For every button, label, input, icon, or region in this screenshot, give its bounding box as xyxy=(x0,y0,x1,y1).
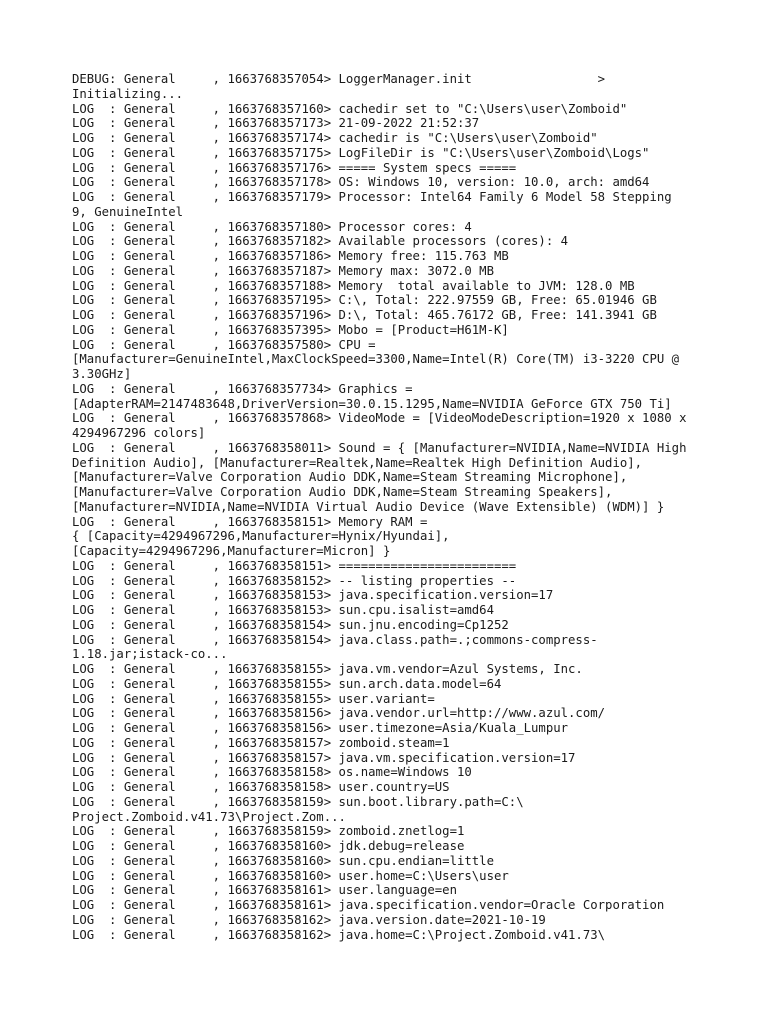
log-line: 1.18.jar;istack-co... xyxy=(72,647,228,662)
log-line: Project.Zomboid.v41.73\Project.Zom... xyxy=(72,809,346,824)
log-line: LOG : General , 1663768357160> cachedir set to "C:\Users\user\Zomboid" xyxy=(72,101,628,116)
log-line: [AdapterRAM=2147483648,DriverVersion=30.0.15.1295,Name=NVIDIA GeForce GTX 750 Ti] xyxy=(72,396,672,411)
log-line: LOG : General , 1663768357195> C:\, Total: 222.97559 GB, Free: 65.01946 GB xyxy=(72,293,657,308)
log-line: LOG : General , 1663768357180> Processor cores: 4 xyxy=(72,219,472,234)
log-line: LOG : General , 1663768358158> os.name=Windows 10 xyxy=(72,765,472,780)
log-line: { [Capacity=4294967296,Manufacturer=Hynix/Hyundai], xyxy=(72,529,450,544)
log-line: DEBUG: General , 1663768357054> LoggerManager.init > xyxy=(72,72,606,86)
log-line: LOG : General , 1663768358156> java.vendor.url=http://www.azul.com/ xyxy=(72,706,606,721)
log-line: LOG : General , 1663768358158> user.country=US xyxy=(72,780,450,794)
log-line: LOG : General , 1663768358154> java.class.path=.;commons-compress- xyxy=(72,632,598,647)
log-line: Definition Audio], [Manufacturer=Realtek,Name=Realtek High Definition Audio], xyxy=(72,455,643,470)
log-line: LOG : General , 1663768358162> java.version.date=2021-10-19 xyxy=(72,912,546,927)
log-line: LOG : General , 1663768357196> D:\, Total: 465.76172 GB, Free: 141.3941 GB xyxy=(72,308,657,322)
log-line: LOG : General , 1663768358151> Memory RAM = xyxy=(72,514,428,529)
log-line: LOG : General , 1663768358155> sun.arch.data.model=64 xyxy=(72,676,502,691)
log-line: LOG : General , 1663768358157> java.vm.specification.version=17 xyxy=(72,750,576,765)
log-line: LOG : General , 1663768358153> sun.cpu.isalist=amd64 xyxy=(72,603,494,617)
log-line: LOG : General , 1663768358160> sun.cpu.endian=little xyxy=(72,853,494,868)
log-line: LOG : General , 1663768358155> user.variant= xyxy=(72,691,435,706)
log-line: LOG : General , 1663768358160> user.home=C:\Users\user xyxy=(72,868,509,883)
log-text-block xyxy=(72,72,712,942)
log-line: LOG : General , 1663768357188> Memory total available to JVM: 128.0 MB xyxy=(72,278,635,293)
log-line: LOG : General , 1663768358160> jdk.debug=release xyxy=(72,839,465,853)
log-line: LOG : General , 1663768358157> zomboid.steam=1 xyxy=(72,735,450,750)
log-line: LOG : General , 1663768358156> user.timezone=Asia/Kuala_Lumpur xyxy=(72,721,569,735)
log-line: LOG : General , 1663768357868> VideoMode = [VideoModeDescription=1920 x 1080 x xyxy=(72,411,687,426)
log-line: LOG : General , 1663768358154> sun.jnu.encoding=Cp1252 xyxy=(72,617,509,632)
log-line: LOG : General , 1663768357187> Memory max: 3072.0 MB xyxy=(72,263,494,278)
log-line: LOG : General , 1663768358155> java.vm.vendor=Azul Systems, Inc. xyxy=(72,662,583,676)
log-line: LOG : General , 1663768357173> 21-09-2022 21:52:37 xyxy=(72,116,480,131)
log-line: LOG : General , 1663768357176> ===== System specs ===== xyxy=(72,160,517,175)
log-line: LOG : General , 1663768358152> -- listing properties -- xyxy=(72,573,517,588)
log-line: LOG : General , 1663768357179> Processor: Intel64 Family 6 Model 58 Stepping xyxy=(72,190,672,204)
log-line: 3.30GHz] xyxy=(72,367,132,381)
log-line: LOG : General , 1663768358153> java.specification.version=17 xyxy=(72,588,554,603)
log-line: [Manufacturer=Valve Corporation Audio DDK,Name=Steam Streaming Microphone], xyxy=(72,470,628,485)
log-line: LOG : General , 1663768357186> Memory free: 115.763 MB xyxy=(72,249,509,263)
log-line: LOG : General , 1663768357175> LogFileDir is "C:\Users\user\Zomboid\Logs" xyxy=(72,145,650,160)
log-line: LOG : General , 1663768357580> CPU = xyxy=(72,337,376,352)
log-line: Initializing... xyxy=(72,86,184,101)
log-line: [Capacity=4294967296,Manufacturer=Micron] } xyxy=(72,544,391,558)
log-line: 4294967296 colors] xyxy=(72,426,206,440)
log-line: LOG : General , 1663768358151> ======================== xyxy=(72,558,517,573)
log-line: LOG : General , 1663768358161> user.language=en xyxy=(72,883,457,898)
log-line: LOG : General , 1663768357182> Available processors (cores): 4 xyxy=(72,234,569,249)
log-line: LOG : General , 1663768358161> java.specification.vendor=Oracle Corporation xyxy=(72,898,665,912)
log-line: LOG : General , 1663768357174> cachedir is "C:\Users\user\Zomboid" xyxy=(72,131,598,145)
log-line: LOG : General , 1663768358159> zomboid.znetlog=1 xyxy=(72,824,465,839)
log-line: LOG : General , 1663768358162> java.home=C:\Project.Zomboid.v41.73\ xyxy=(72,927,606,942)
log-line: LOG : General , 1663768357395> Mobo = [Product=H61M-K] xyxy=(72,322,509,337)
log-line: LOG : General , 1663768358159> sun.boot.library.path=C:\ xyxy=(72,794,524,809)
log-line: [Manufacturer=NVIDIA,Name=NVIDIA Virtual Audio Device (Wave Extensible) (WDM)] } xyxy=(72,499,665,514)
log-line: [Manufacturer=Valve Corporation Audio DDK,Name=Steam Streaming Speakers], xyxy=(72,485,613,499)
log-line: 9, GenuineIntel xyxy=(72,204,184,219)
log-line: LOG : General , 1663768357178> OS: Windows 10, version: 10.0, arch: amd64 xyxy=(72,175,650,190)
log-line: LOG : General , 1663768357734> Graphics = xyxy=(72,381,413,396)
log-line: [Manufacturer=GenuineIntel,MaxClockSpeed=3300,Name=Intel(R) Core(TM) i3-3220 CPU @ xyxy=(72,352,680,367)
log-line: LOG : General , 1663768358011> Sound = { [Manufacturer=NVIDIA,Name=NVIDIA High xyxy=(72,440,687,455)
